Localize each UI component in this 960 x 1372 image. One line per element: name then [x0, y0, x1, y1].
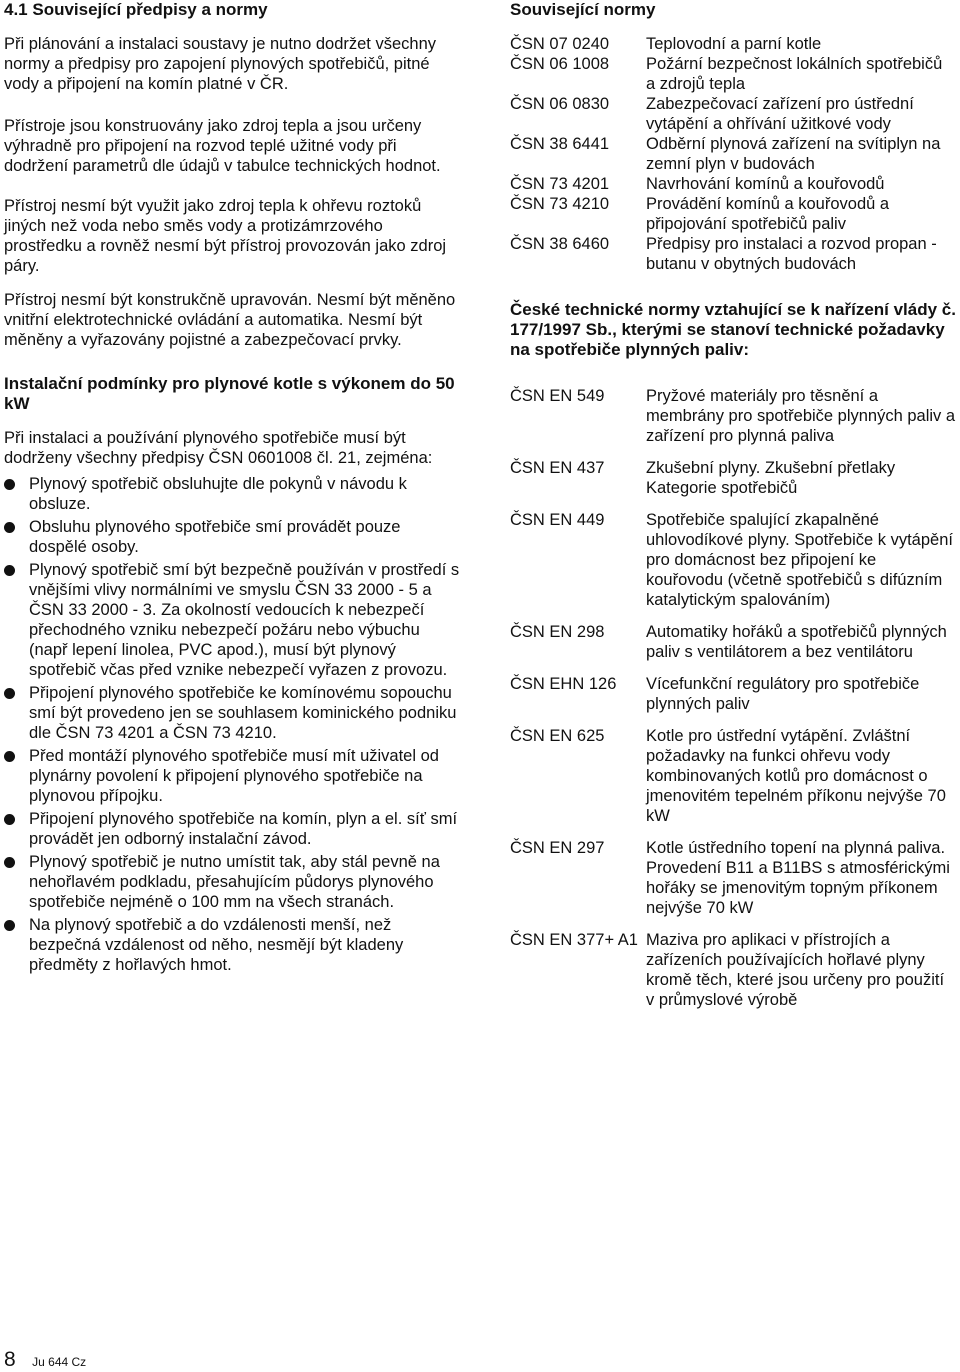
page-number: 8 — [4, 1348, 16, 1371]
list-item: Obsluhu plynového spotřebiče smí provádět pouze dospělé osoby. — [4, 517, 462, 557]
norm-code: ČSN EN 298 — [510, 623, 605, 641]
norm-description: Odběrní plynová zařízení na svítiplyn na zemní plyn v budovách — [646, 135, 941, 173]
norm-row — [510, 622, 956, 662]
list-item: Před montáží plynového spotřebiče musí mít uživatel od plynárny povolení k připojení plynového spotřebiče na plynovou přípojku. — [4, 746, 462, 806]
norm-code: ČSN EN 377+ A1 — [510, 931, 638, 949]
norm-description: Spotřebiče spalující zkapalněné uhlovodíkové plyny. Spotřebiče k vytápění pro domácnost bez připojení ke kouřovodu (včetně spotřebičů s difúzním katalytickým spalováním) — [646, 511, 953, 609]
related-norms-title: Související normy — [510, 0, 656, 19]
norm-row — [510, 386, 956, 446]
norm-description: Maziva pro aplikaci v přístrojích a zařízeních používajících hořlavé plyny kromě těch, které jsou určeny pro použití v průmyslové výrobě — [646, 931, 945, 1009]
norm-row — [510, 194, 956, 234]
norm-description: Teplovodní a parní kotle — [646, 35, 822, 53]
paragraph-modifications: Přístroj nesmí být konstrukčně upravován. Nesmí být měněno vnitřní elektrotechnické ovládání a automatika. Nesmí být měněny a vyřazovány pojistné a zabezpečovací prvky. — [4, 291, 456, 349]
paragraph-usage-limits: Přístroj nesmí být využit jako zdroj tepla k ohřevu roztoků jiných než voda nebo směs vody a protizámrzového prostředku a rovněž nesmí být přístroj provozován jako zdroj páry. — [4, 197, 447, 275]
bullet-icon — [4, 751, 15, 762]
norm-description: Předpisy pro instalaci a rozvod propan - butanu v obytných budovách — [646, 235, 937, 273]
norm-row — [510, 94, 956, 134]
norm-description: Navrhování komínů a kouřovodů — [646, 175, 885, 193]
norm-code: ČSN 38 6460 — [510, 235, 610, 253]
bullet-icon — [4, 688, 15, 699]
norm-code: ČSN EN 297 — [510, 839, 605, 857]
norm-description: Kotle pro ústřední vytápění. Zvláštní požadavky na funkci ohřevu vody kombinovaných kotlů pro domácnost o jmenovitém tepelném příkonu nejvýše 70 kW — [646, 727, 946, 825]
list-item: Plynový spotřebič smí být bezpečně používán v prostředí s vnějšími vlivy normálními ve smyslu ČSN 33 2000 - 5 a ČSN 33 2000 - 3. Za okolností vedoucích k nebezpečí přechodného vzniku nebezpečí požáru nebo výbuchu (např lepení linolea, PVC apod.), musí být plynový spotřebič včas před vznike nebezpečí vyřazen z provozu. — [4, 560, 462, 680]
bullet-icon — [4, 565, 15, 576]
norm-code: ČSN EN 449 — [510, 511, 605, 529]
bullet-icon — [4, 920, 15, 931]
norm-row — [510, 838, 956, 918]
norm-row — [510, 134, 956, 174]
bullet-icon — [4, 479, 15, 490]
left-column — [4, 0, 462, 978]
czech-technical-norms-title: České technické normy vztahující se k nařízení vlády č. 177/1997 Sb., kterými se stanoví technické požadavky na spotřebiče plynných paliv: — [510, 300, 956, 359]
right-column — [510, 0, 956, 1022]
norm-code: ČSN EN 549 — [510, 387, 605, 405]
list-item: Na plynový spotřebič a do vzdálenosti menší, než bezpečná vzdálenost od něho, nesmějí být kladeny předměty z hořlavých hmot. — [4, 915, 462, 975]
section-title: 4.1 Související předpisy a normy — [4, 0, 268, 19]
paragraph-purpose: Přístroje jsou konstruovány jako zdroj tepla a jsou určeny výhradně pro připojení na rozvod teplé užitné vody při dodržení parametrů dle údajů v tabulce technických hodnot. — [4, 117, 441, 175]
list-item: Připojení plynového spotřebiče ke komínovému sopouchu smí být provedeno jen se souhlasem kominického podniku dle ČSN 73 4201 a ČSN 73 4210. — [4, 683, 462, 743]
norm-row — [510, 174, 956, 194]
norm-row — [510, 930, 956, 1010]
norm-code: ČSN EN 437 — [510, 459, 605, 477]
norm-row — [510, 34, 956, 54]
norm-code: ČSN EN 625 — [510, 727, 605, 745]
norm-code: ČSN 73 4201 — [510, 175, 610, 193]
norm-code: ČSN 06 0830 — [510, 95, 610, 113]
related-norms-list — [510, 34, 956, 274]
norm-row — [510, 674, 956, 714]
norm-row — [510, 726, 956, 826]
norm-description: Zabezpečovací zařízení pro ústřední vytápění a ohřívání užitkové vody — [646, 95, 914, 133]
bullet-icon — [4, 522, 15, 533]
norm-code: ČSN EHN 126 — [510, 675, 617, 693]
norm-description: Kotle ústředního topení na plynná paliva. Provedení B11 a B11BS s atmosférickými hořáky se jmenovitým topným příkonem nejvýše 70 kW — [646, 839, 950, 917]
norm-description: Zkušební plyny. Zkušební přetlaky Kategorie spotřebičů — [646, 459, 896, 497]
norm-code: ČSN 06 1008 — [510, 55, 610, 73]
norm-description: Provádění komínů a kouřovodů a připojování spotřebičů paliv — [646, 195, 890, 233]
document-code: Ju 644 Cz — [32, 1355, 87, 1369]
list-item: Plynový spotřebič je nutno umístit tak, aby stál pevně na nehořlavém podkladu, přesahujícím půdorys plynového spotřebiče nejméně o 100 mm na všech stranách. — [4, 852, 462, 912]
page-footer — [4, 1350, 86, 1372]
norm-code: ČSN 38 6441 — [510, 135, 610, 153]
installation-intro: Při instalaci a používání plynového spotřebiče musí být dodrženy všechny předpisy ČSN 0601008 čl. 21, zejména: — [4, 429, 433, 467]
norm-description: Pryžové materiály pro těsnění a membrány pro spotřebiče plynných paliv a zařízení pro plynná paliva — [646, 387, 956, 445]
norm-code: ČSN 07 0240 — [510, 35, 610, 53]
list-item: Plynový spotřebič obsluhujte dle pokynů v návodu k obsluze. — [4, 474, 462, 514]
norm-description: Automatiky hořáků a spotřebičů plynných paliv s ventilátorem a bez ventilátoru — [646, 623, 947, 661]
norm-description: Vícefunkční regulátory pro spotřebiče plynných paliv — [646, 675, 920, 713]
paragraph-regulations: Při plánování a instalaci soustavy je nutno dodržet všechny normy a předpisy pro zapojení plynových spotřebičů, pitné vody a připojení na komín platné v ČR. — [4, 35, 436, 93]
norm-description: Požární bezpečnost lokálních spotřebičů a zdrojů tepla — [646, 55, 943, 93]
norm-row — [510, 510, 956, 610]
bullet-icon — [4, 814, 15, 825]
norm-code: ČSN 73 4210 — [510, 195, 610, 213]
list-item: Připojení plynového spotřebiče na komín, plyn a el. síť smí provádět jen odborný instalační závod. — [4, 809, 462, 849]
en-norms-list — [510, 386, 956, 1010]
norm-row — [510, 234, 956, 274]
norm-row — [510, 54, 956, 94]
installation-conditions-title: Instalační podmínky pro plynové kotle s výkonem do 50 kW — [4, 374, 455, 413]
bullet-icon — [4, 857, 15, 868]
norm-row — [510, 458, 956, 498]
installation-bullet-list — [4, 474, 462, 975]
